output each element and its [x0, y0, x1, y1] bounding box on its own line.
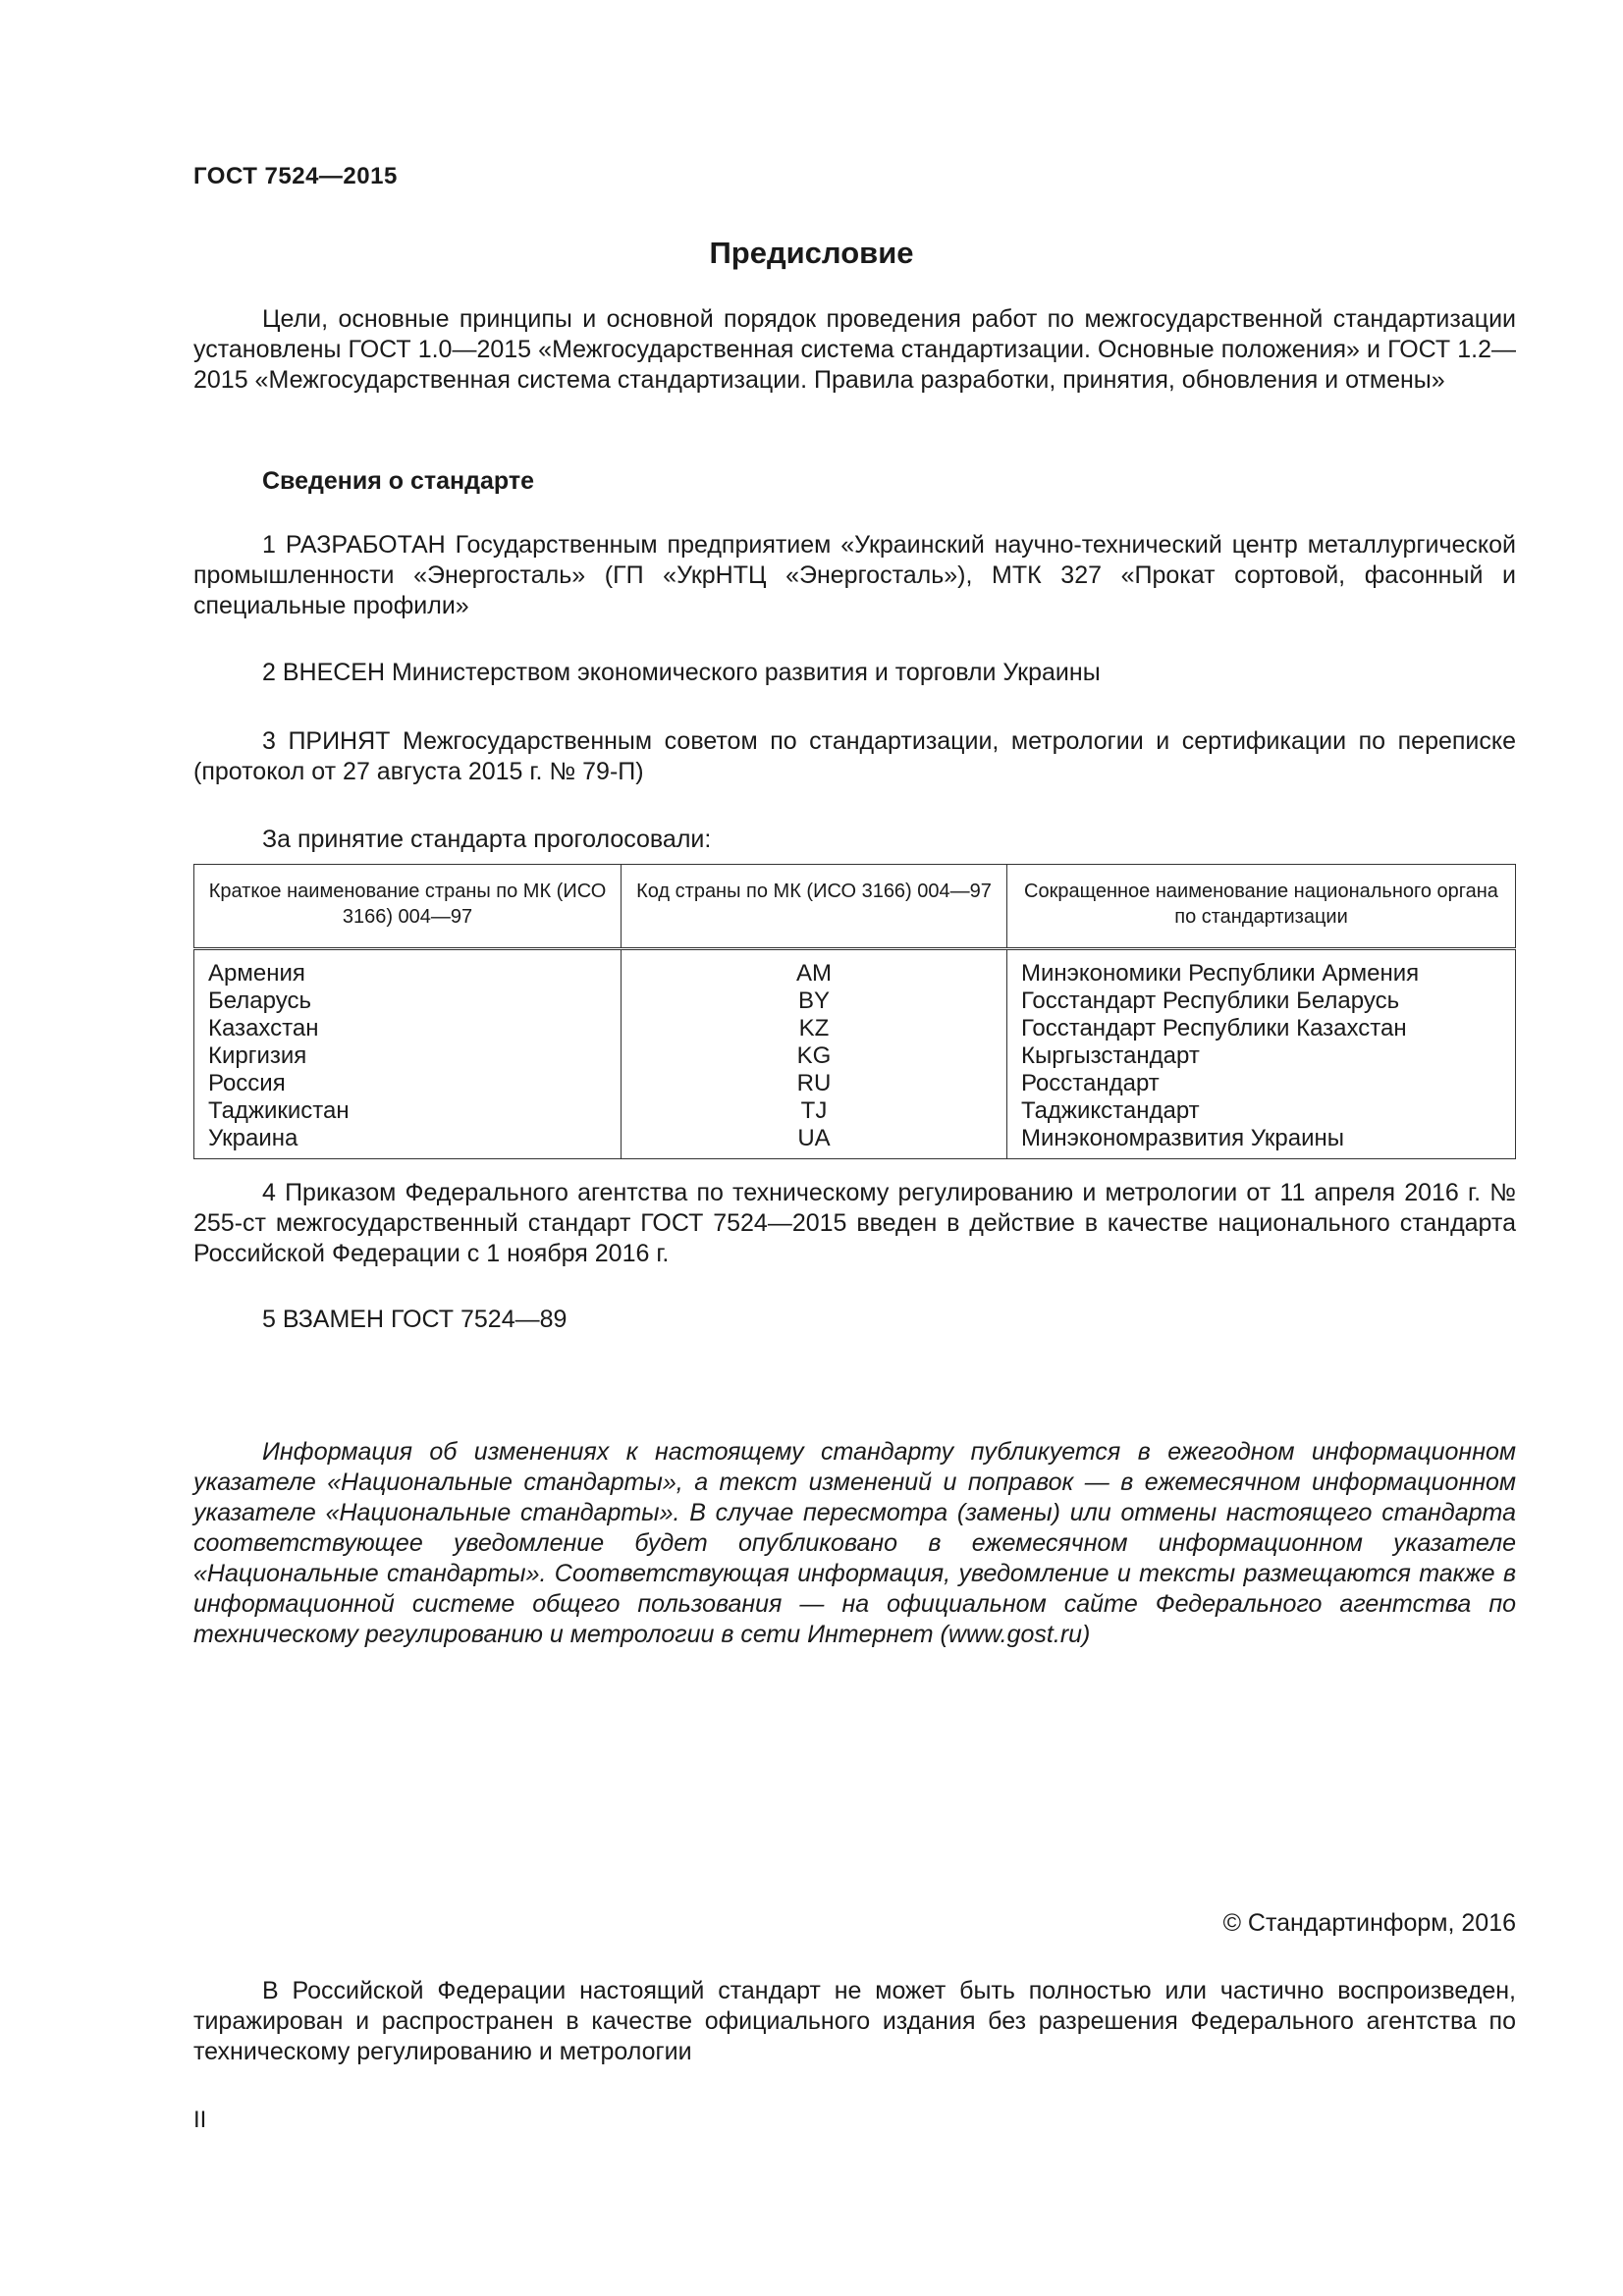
voted-label: За принятие стандарта проголосовали: — [262, 826, 712, 853]
cell-code: KG — [622, 1042, 1007, 1070]
cell-country: Армения — [194, 949, 622, 988]
cell-country: Украина — [194, 1125, 622, 1159]
cell-code: AM — [622, 949, 1007, 988]
column-header-country: Краткое наименование страны по МК (ИСО 3166) 004—97 — [194, 865, 622, 949]
copyright-notice: © Стандартинформ, 2016 — [1222, 1909, 1516, 1937]
item-1-developed: 1 РАЗРАБОТАН Государственным предприятием «Украинский научно-технический центр металлургической промышленности «Энергосталь» (ГП «УкрНТЦ «Энергосталь»), МТК 327 «Прокат сортовой, фасонный и специальные профили» — [193, 531, 1516, 619]
voting-table — [193, 864, 1516, 1159]
page-number: II — [193, 2107, 207, 2133]
cell-code: BY — [622, 988, 1007, 1015]
column-header-code: Код страны по МК (ИСО 3166) 004—97 — [622, 865, 1007, 949]
cell-country: Таджикистан — [194, 1097, 622, 1125]
item-3-adopted: 3 ПРИНЯТ Межгосударственным советом по стандартизации, метрологии и сертификации по переписке (протокол от 27 августа 2015 г. № 79-П) — [193, 727, 1516, 785]
standard-code-header: ГОСТ 7524—2015 — [193, 163, 398, 189]
changes-info-paragraph: Информация об изменениях к настоящему стандарту публикуется в ежегодном информационном указателе «Национальные стандарты», а текст изменений и поправок — в ежемесячном информационном указателе «Национальные стандарты». В случае пересмотра (замены) или отмены настоящего стандарта соответствующее уведомление будет опубликовано в ежемесячном информационном указателе «Национальные стандарты». Соответствующая информация, уведомление и тексты размещаются также в информационной системе общего пользования — на официальном сайте Федерального агентства по техническому регулированию и метрологии в сети Интернет (www.gost.ru) — [193, 1438, 1516, 1648]
table-row — [194, 1125, 1516, 1159]
cell-country: Казахстан — [194, 1015, 622, 1042]
item-2-introduced: 2 ВНЕСЕН Министерством экономического развития и торговли Украины — [262, 659, 1101, 686]
cell-code: TJ — [622, 1097, 1007, 1125]
cell-body: Госстандарт Республики Беларусь — [1007, 988, 1516, 1015]
cell-country: Россия — [194, 1070, 622, 1097]
page-title: Предисловие — [709, 236, 914, 270]
table-row — [194, 949, 1516, 988]
table-header-row — [194, 865, 1516, 949]
cell-country: Киргизия — [194, 1042, 622, 1070]
cell-body: Минэкономики Республики Армения — [1007, 949, 1516, 988]
cell-country: Беларусь — [194, 988, 622, 1015]
reproduction-notice: В Российской Федерации настоящий стандарт не может быть полностью или частично воспроизведен, тиражирован и распространен в качестве официального издания без разрешения Федерального агентства по техническому регулированию и метрологии — [193, 1977, 1516, 2065]
cell-code: KZ — [622, 1015, 1007, 1042]
column-header-body: Сокращенное наименование национального органа по стандартизации — [1007, 865, 1516, 949]
table-row — [194, 1097, 1516, 1125]
table-row — [194, 988, 1516, 1015]
cell-code: RU — [622, 1070, 1007, 1097]
cell-code: UA — [622, 1125, 1007, 1159]
cell-body: Госстандарт Республики Казахстан — [1007, 1015, 1516, 1042]
table-row — [194, 1070, 1516, 1097]
table-row — [194, 1015, 1516, 1042]
cell-body: Росстандарт — [1007, 1070, 1516, 1097]
table-row — [194, 1042, 1516, 1070]
cell-body: Минэкономразвития Украины — [1007, 1125, 1516, 1159]
item-4-order: 4 Приказом Федерального агентства по техническому регулированию и метрологии от 11 апреля 2016 г. № 255-ст межгосударственный стандарт ГОСТ 7524—2015 введен в действие в качестве национального стандарта Российской Федерации с 1 ноября 2016 г. — [193, 1179, 1516, 1267]
cell-body: Таджикстандарт — [1007, 1097, 1516, 1125]
intro-paragraph: Цели, основные принципы и основной порядок проведения работ по межгосударственной стандартизации установлены ГОСТ 1.0—2015 «Межгосударственная система стандартизации. Основные положения» и ГОСТ 1.2—2015 «Межгосударственная система стандартизации. Правила разработки, принятия, обновления и отмены» — [193, 305, 1516, 394]
info-heading: Сведения о стандарте — [262, 467, 535, 495]
item-5-replaces: 5 ВЗАМЕН ГОСТ 7524—89 — [262, 1306, 568, 1333]
cell-body: Кыргызстандарт — [1007, 1042, 1516, 1070]
